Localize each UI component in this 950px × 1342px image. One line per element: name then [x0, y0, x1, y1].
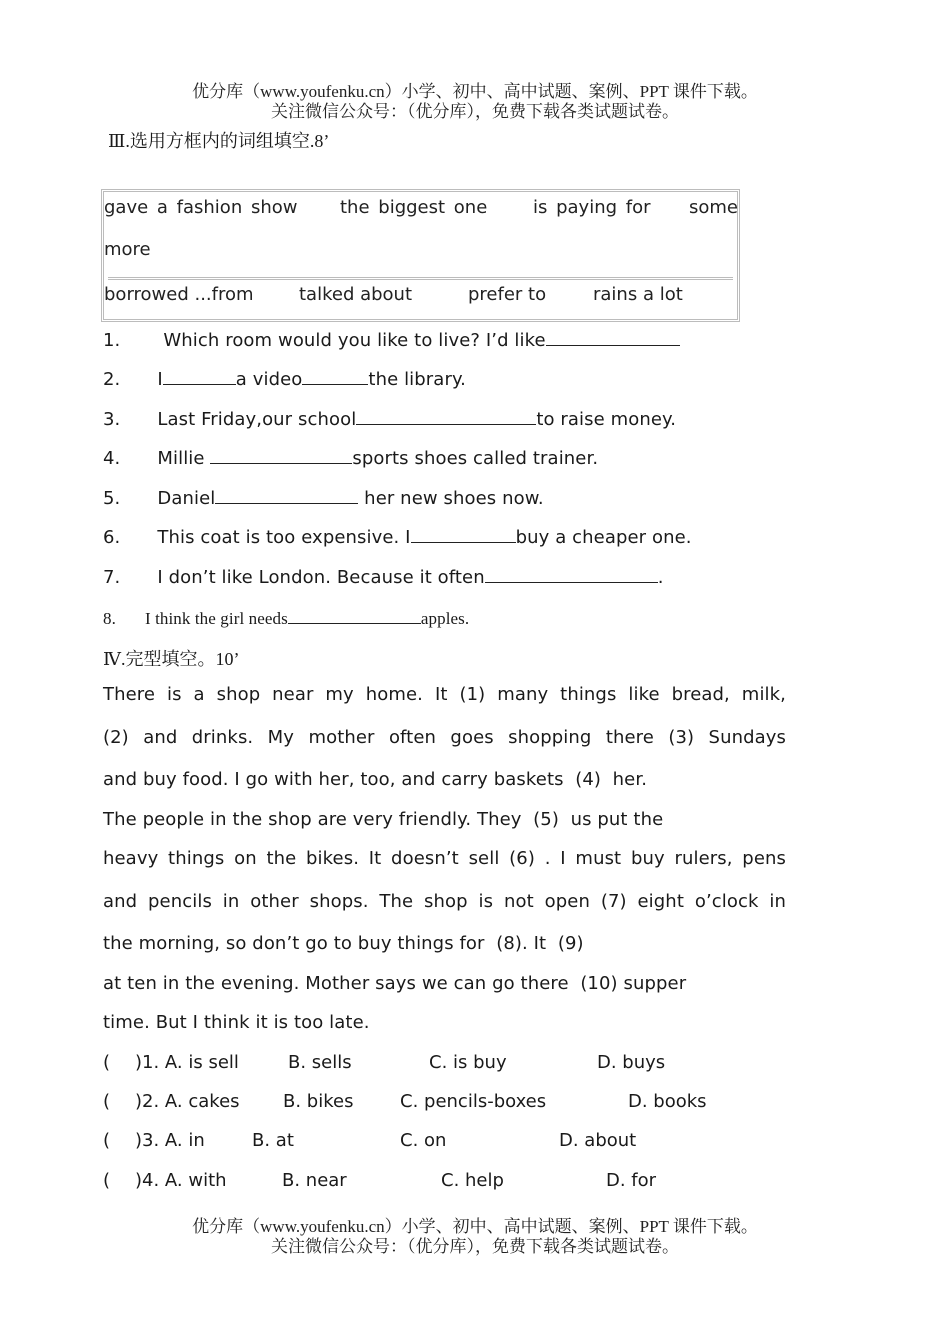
choice-question-label: )1. A. is sell [135, 1052, 239, 1073]
choice-option-b: B. near [282, 1170, 347, 1191]
choice-paren[interactable]: ( [103, 1052, 111, 1073]
item-number: 8. [103, 609, 116, 628]
choice-paren[interactable]: ( [103, 1170, 111, 1191]
footer-line-2: 关注微信公众号：（优分库），免费下载各类试题试卷。 [271, 1237, 679, 1256]
item-number: 1. [103, 330, 121, 351]
answer-blank[interactable] [356, 408, 536, 425]
item-text: I think the girl needs [144, 609, 288, 628]
item-text: a video [235, 369, 303, 390]
item-text: Which room would you like to live? I’d like [163, 330, 546, 351]
choice-option-c: C. help [441, 1170, 504, 1191]
item-number: 7. [103, 567, 121, 588]
answer-blank[interactable] [163, 368, 236, 385]
choice-paren[interactable]: ( [103, 1130, 111, 1151]
choice-option-b: B. bikes [283, 1091, 354, 1112]
choice-option-d: D. about [559, 1130, 637, 1151]
item-number: 4. [103, 448, 121, 469]
question-item-8 [103, 607, 469, 629]
item-text: buy a cheaper one. [515, 527, 692, 548]
answer-blank[interactable] [215, 487, 358, 504]
choice-option-c: C. is buy [429, 1052, 507, 1073]
footer-line-1: 优分库（www.youfenku.cn）小学、初中、高中试题、案例、PPT 课件下载。 [192, 1217, 758, 1236]
word-option: the biggest one [340, 197, 488, 218]
item-text: . [657, 567, 664, 588]
choice-option-d: D. for [606, 1170, 657, 1191]
answer-blank[interactable] [485, 566, 658, 583]
word-option: rains a lot [593, 284, 683, 305]
item-text: her new shoes now. [358, 488, 544, 509]
item-text: I [157, 369, 163, 390]
answer-blank[interactable] [302, 368, 368, 385]
choice-option-d: D. buys [597, 1052, 666, 1073]
item-text: to raise money. [536, 409, 677, 430]
question-item-3 [103, 408, 676, 430]
answer-blank[interactable] [288, 607, 421, 624]
item-text: Last Friday,our school [157, 409, 357, 430]
item-text: Daniel [157, 488, 216, 509]
item-number: 3. [103, 409, 121, 430]
choice-question-label: )4. A. with [135, 1170, 227, 1191]
header-line-1: 优分库（www.youfenku.cn）小学、初中、高中试题、案例、PPT 课件下载。 [192, 82, 758, 101]
item-number: 2. [103, 369, 121, 390]
question-item-2 [103, 368, 466, 390]
choice-option-c: C. pencils-boxes [400, 1091, 547, 1112]
choice-option-b: B. at [252, 1130, 294, 1151]
question-item-7 [103, 566, 664, 588]
item-text: Millie [157, 448, 211, 469]
item-text: This coat is too expensive. I [157, 527, 411, 548]
answer-blank[interactable] [411, 526, 516, 543]
passage-line: There is a shop near my home. It (1) many things like bread, milk, [103, 684, 786, 705]
word-option: prefer to [468, 284, 547, 305]
question-item-6 [103, 526, 692, 548]
passage-line: (2) and drinks. My mother often goes shopping there (3) Sundays [103, 727, 786, 748]
passage-line: and pencils in other shops. The shop is not open (7) eight o’clock in [103, 891, 786, 912]
item-text: the library. [368, 369, 466, 390]
item-text: apples. [420, 609, 470, 628]
word-option: is paying for [533, 197, 651, 218]
question-item-5 [103, 487, 544, 509]
word-option: gave a fashion show [104, 197, 298, 218]
word-option: talked about [299, 284, 413, 305]
answer-blank[interactable] [546, 329, 680, 346]
item-text: sports shoes called trainer. [352, 448, 599, 469]
passage-line: and buy food. I go with her, too, and carry baskets (4) her. [103, 769, 648, 790]
item-number: 5. [103, 488, 121, 509]
passage-line: The people in the shop are very friendly. They (5) us put the [103, 809, 664, 830]
choice-question-label: )2. A. cakes [135, 1091, 240, 1112]
question-item-1 [103, 329, 680, 351]
choice-option-c: C. on [400, 1130, 447, 1151]
word-box-divider [108, 277, 733, 280]
header-line-2: 关注微信公众号：（优分库），免费下载各类试题试卷。 [271, 102, 679, 121]
word-option: borrowed ...from [104, 284, 254, 305]
word-option: more [104, 239, 151, 260]
passage-line: the morning, so don’t go to buy things for (8). It (9) [103, 933, 584, 954]
passage-line: time. But I think it is too late. [103, 1012, 370, 1033]
passage-line: heavy things on the bikes. It doesn’t sell (6) . I must buy rulers, pens [103, 848, 786, 869]
answer-blank[interactable] [210, 447, 352, 464]
question-item-4 [103, 447, 598, 469]
item-number: 6. [103, 527, 121, 548]
section-4-title: Ⅳ.完型填空。10’ [103, 649, 240, 669]
item-text: I don’t like London. Because it often [157, 567, 485, 588]
choice-option-b: B. sells [288, 1052, 352, 1073]
word-option: some [689, 197, 738, 218]
choice-paren[interactable]: ( [103, 1091, 111, 1112]
passage-line: at ten in the evening. Mother says we can go there (10) supper [103, 973, 687, 994]
choice-option-d: D. books [628, 1091, 707, 1112]
choice-question-label: )3. A. in [135, 1130, 205, 1151]
section-3-title: Ⅲ.选用方框内的词组填空.8’ [108, 131, 330, 151]
